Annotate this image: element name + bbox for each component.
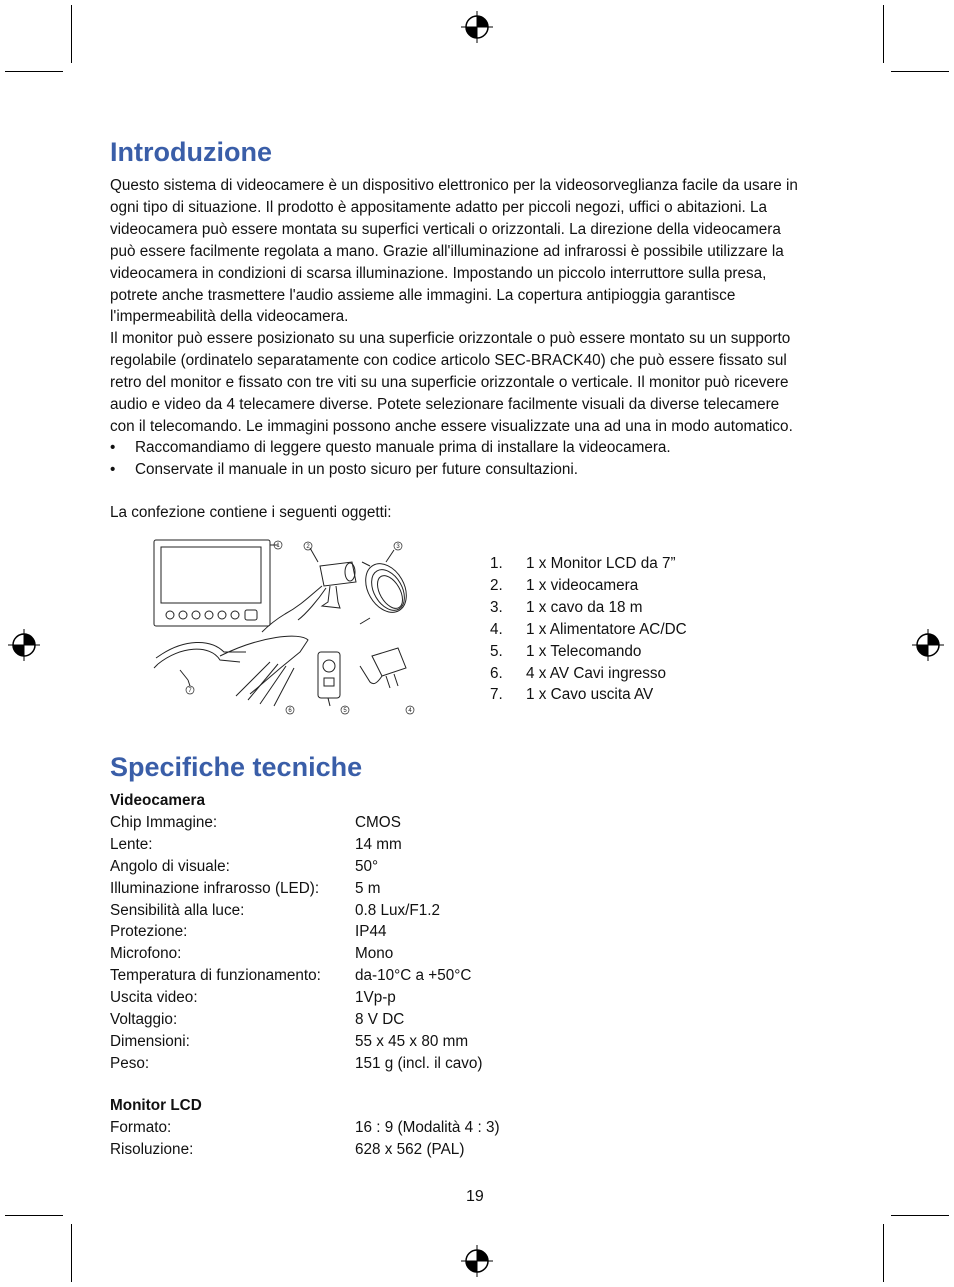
section-title-specifications: Specifiche tecniche bbox=[110, 752, 363, 782]
spec-row bbox=[110, 900, 483, 922]
spec-key: Sensibilità alla luce: bbox=[110, 901, 245, 919]
spec-value: Mono bbox=[355, 945, 394, 963]
list-number: 2. bbox=[490, 576, 503, 594]
text-line: ogni tipo di situazione. Il prodotto è appositamente adatto per piccoli negozi, uffici o abitazioni. La bbox=[110, 198, 768, 216]
list-text: 1 x Alimentatore AC/DC bbox=[526, 620, 687, 638]
spec-value: da-10°C a +50°C bbox=[355, 967, 472, 985]
registration-mark-icon bbox=[8, 629, 40, 661]
spec-table-camera bbox=[110, 790, 483, 1075]
intro-paragraph-1 bbox=[110, 175, 855, 328]
bullet-item bbox=[110, 437, 671, 459]
callout-label: 2 bbox=[306, 544, 310, 550]
spec-value: CMOS bbox=[355, 813, 401, 831]
package-intro: La confezione contiene i seguenti oggetti: bbox=[110, 504, 392, 521]
spec-key: Chip Immagine: bbox=[110, 813, 218, 831]
callout-label: 5 bbox=[343, 708, 347, 714]
spec-key: Dimensioni: bbox=[110, 1032, 190, 1050]
spec-key: Microfono: bbox=[110, 945, 182, 963]
bullet-item bbox=[110, 459, 578, 481]
list-item bbox=[490, 575, 687, 597]
section-title-introduction: Introduzione bbox=[110, 137, 272, 167]
spec-row bbox=[110, 987, 483, 1009]
list-text: 4 x AV Cavi ingresso bbox=[526, 664, 667, 682]
package-contents-list bbox=[490, 553, 687, 706]
list-item bbox=[490, 553, 687, 575]
text-line: audio e video da 4 telecamere diverse. Potete selezionare facilmente visuali da diverse telecamere bbox=[110, 395, 780, 413]
spec-key: Angolo di visuale: bbox=[110, 857, 230, 875]
crop-mark bbox=[883, 1224, 884, 1282]
callout-label: 6 bbox=[288, 708, 292, 714]
list-text: 1 x cavo da 18 m bbox=[526, 598, 643, 616]
spec-value: IP44 bbox=[355, 923, 387, 941]
bullet-text: Raccomandiamo di leggere questo manuale prima di installare la videocamera. bbox=[135, 439, 671, 456]
bullet-glyph: • bbox=[110, 461, 116, 478]
spec-row bbox=[110, 1031, 483, 1053]
spec-row bbox=[110, 965, 483, 987]
list-number: 5. bbox=[490, 642, 503, 660]
callout-label: 7 bbox=[188, 688, 192, 694]
spec-row bbox=[110, 1053, 483, 1075]
registration-mark-icon bbox=[912, 629, 944, 661]
crop-mark bbox=[891, 1215, 949, 1216]
list-text: 1 x videocamera bbox=[526, 576, 639, 594]
spec-value: 151 g (incl. il cavo) bbox=[355, 1054, 483, 1072]
callout-label: 3 bbox=[396, 544, 400, 550]
spec-key: Temperatura di funzionamento: bbox=[110, 967, 321, 985]
spec-heading: Videocamera bbox=[110, 792, 205, 809]
text-line: potrete anche trasmettere l'audio assieme alle immagini. La copertura antipioggia garantisce bbox=[110, 286, 736, 304]
list-item bbox=[490, 641, 687, 663]
spec-key: Risoluzione: bbox=[110, 1140, 194, 1158]
text-line: con il telecomando. Le immagini possono anche essere visualizzate una ad una in modo automatico. bbox=[110, 417, 793, 435]
list-item bbox=[490, 663, 687, 685]
spec-value: 50° bbox=[355, 857, 379, 875]
crop-mark bbox=[5, 71, 63, 72]
spec-row bbox=[110, 1117, 500, 1139]
spec-row bbox=[110, 1139, 500, 1161]
spec-value: 16 : 9 (Modalità 4 : 3) bbox=[355, 1118, 500, 1136]
callout-label: 1 bbox=[276, 543, 280, 549]
list-text: 1 x Telecomando bbox=[526, 642, 642, 660]
list-number: 1. bbox=[490, 555, 503, 572]
spec-row bbox=[110, 834, 483, 856]
spec-table-monitor bbox=[110, 1095, 500, 1161]
spec-row bbox=[110, 943, 483, 965]
text-line: retro del monitor e fissato con tre viti su una superficie orizzontale o verticale. Il monitor può ricevere bbox=[110, 373, 789, 391]
spec-key: Protezione: bbox=[110, 923, 188, 941]
spec-key: Voltaggio: bbox=[110, 1011, 178, 1029]
crop-mark bbox=[883, 5, 884, 63]
list-item bbox=[490, 597, 687, 619]
callout-label: 4 bbox=[408, 708, 412, 714]
list-item bbox=[490, 684, 687, 706]
list-text: 1 x Cavo uscita AV bbox=[526, 686, 654, 704]
spec-row bbox=[110, 1009, 483, 1031]
text-line: regolabile (ordinatelo separatamente con codice articolo SEC-BRACK40) che può essere fissato sul bbox=[110, 351, 787, 369]
spec-row bbox=[110, 856, 483, 878]
bullet-glyph: • bbox=[110, 439, 116, 456]
spec-value: 1Vp-p bbox=[355, 989, 396, 1007]
spec-key: Illuminazione infrarosso (LED): bbox=[110, 879, 320, 897]
spec-key: Formato: bbox=[110, 1118, 172, 1136]
registration-mark-icon bbox=[461, 1245, 493, 1277]
list-number: 3. bbox=[490, 598, 503, 616]
list-item bbox=[490, 619, 687, 641]
spec-value: 0.8 Lux/F1.2 bbox=[355, 901, 441, 919]
spec-value: 628 x 562 (PAL) bbox=[355, 1140, 465, 1158]
crop-mark bbox=[71, 5, 72, 63]
crop-mark bbox=[5, 1215, 63, 1216]
page-number: 19 bbox=[466, 1188, 484, 1205]
crop-mark bbox=[71, 1224, 72, 1282]
package-contents-illustration bbox=[150, 536, 422, 720]
spec-value: 5 m bbox=[355, 879, 381, 897]
crop-mark bbox=[891, 71, 949, 72]
spec-heading: Monitor LCD bbox=[110, 1097, 202, 1114]
text-line: videocamera può essere montata su superfici verticali o orizzontali. La direzione della videocamera bbox=[110, 220, 781, 238]
spec-row bbox=[110, 921, 483, 943]
text-line: videocamera in condizioni di scarsa illuminazione. Impostando un piccolo interruttore sulla presa, bbox=[110, 264, 767, 282]
registration-mark-icon bbox=[461, 11, 493, 43]
spec-value: 14 mm bbox=[355, 835, 402, 853]
text-line: Questo sistema di videocamere è un dispositivo elettronico per la videosorveglianza facile da usare in bbox=[110, 177, 798, 194]
list-number: 7. bbox=[490, 686, 503, 704]
intro-paragraph-2 bbox=[110, 328, 855, 438]
spec-row bbox=[110, 812, 483, 834]
spec-key: Peso: bbox=[110, 1054, 150, 1072]
list-number: 4. bbox=[490, 620, 503, 638]
spec-key: Uscita video: bbox=[110, 989, 198, 1007]
text-line: l'impermeabilità della videocamera. bbox=[110, 308, 349, 326]
spec-key: Lente: bbox=[110, 835, 153, 853]
text-line: Il monitor può essere posizionato su una superficie orizzontale o può essere montato su un supporto bbox=[110, 330, 791, 347]
list-number: 6. bbox=[490, 664, 503, 682]
text-line: può essere facilmente regolata a mano. Grazie all'illuminazione ad infrarossi è possibile utilizzare la bbox=[110, 242, 784, 260]
bullet-text: Conservate il manuale in un posto sicuro per future consultazioni. bbox=[135, 461, 579, 478]
spec-value: 8 V DC bbox=[355, 1011, 405, 1029]
list-text: 1 x Monitor LCD da 7” bbox=[526, 555, 676, 572]
spec-row bbox=[110, 878, 483, 900]
spec-value: 55 x 45 x 80 mm bbox=[355, 1032, 469, 1050]
